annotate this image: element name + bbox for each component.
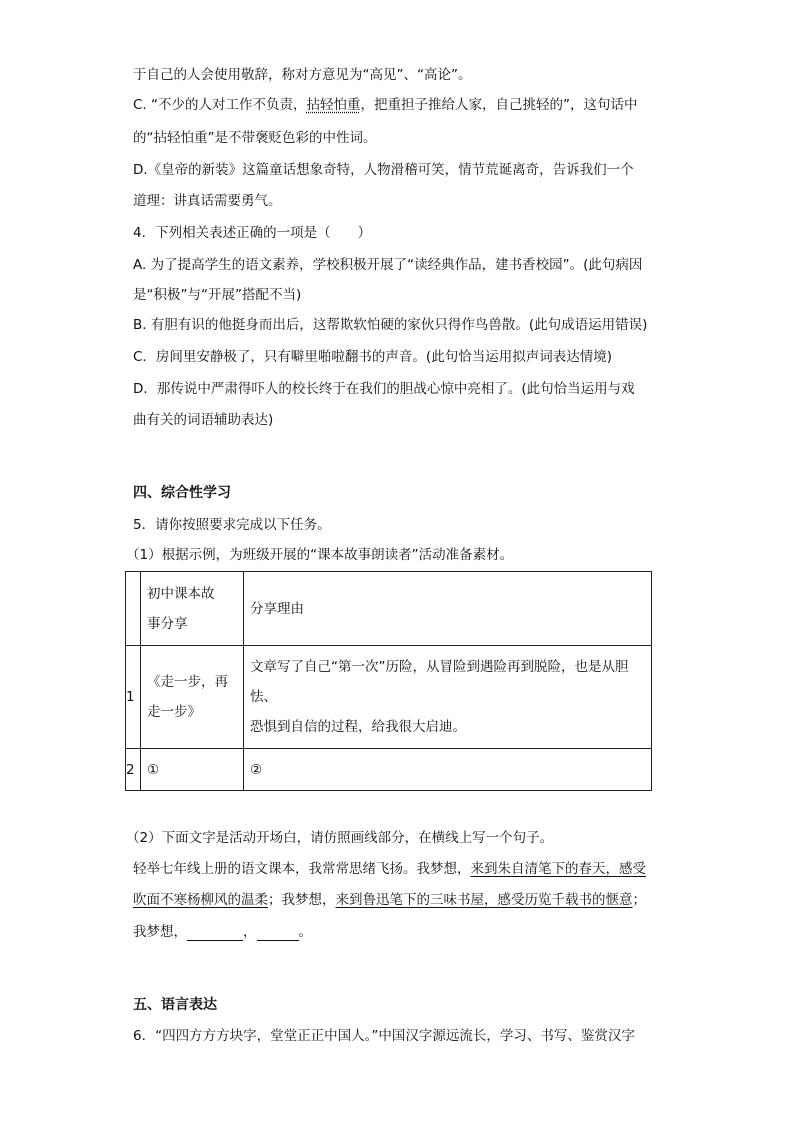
q5-stem: 5．请你按照要求完成以下任务。 xyxy=(133,517,331,533)
table-header-story xyxy=(141,572,244,646)
q4-option-a-line2: 是“积极”与“开展”搭配不当) xyxy=(133,287,302,303)
prompt-text: ； xyxy=(632,892,646,908)
q4-option-c: C．房间里安静极了，只有噼里啪啦翻书的声音。(此句恰当运用拟声词表达情境) xyxy=(133,349,612,365)
table-header-row xyxy=(126,572,652,646)
table-header-idx xyxy=(126,572,141,646)
row-reason-line1: 文章写了自己“第一次”历险，从冒险到遇险再到脱险，也是从胆怯、 xyxy=(250,659,629,705)
section4-heading: 四、综合性学习 xyxy=(133,485,231,501)
q3-c-pre: C. “不少的人对工作不负责， xyxy=(133,97,307,113)
q3-option-c-line2: 的“拈轻怕重”是不带褒贬色彩的中性词。 xyxy=(133,130,377,146)
q4-option-a: A. 为了提高学生的语文素养，学校积极开展了“读经典作品，建书香校园”。(此句病因 xyxy=(133,257,643,273)
prompt-line1 xyxy=(133,860,646,878)
q3-c-dotted-word: 拈轻怕重 xyxy=(306,97,361,113)
prompt-text: 轻举七年线上册的语文课本，我常常思绪飞扬。我梦想， xyxy=(133,861,471,877)
table-row xyxy=(126,646,652,749)
q4-option-b: B. 有胆有识的他挺身而出后，这帮欺软怕硬的家伙只得作鸟兽散。(此句成语运用错误) xyxy=(133,317,648,333)
section5-heading: 五、语言表达 xyxy=(133,997,217,1013)
prompt-text: 。 xyxy=(298,924,312,940)
q4-option-d-line2: 曲有关的词语辅助表达) xyxy=(133,412,274,428)
row-story-line2: 走一步》 xyxy=(147,704,201,720)
row-story xyxy=(141,646,244,749)
prompt-text: ， xyxy=(243,924,257,940)
prompt-text: ；我梦想， xyxy=(268,892,336,908)
q5-sub2: （2）下面文字是活动开场白，请仿照画线部分，在横线上写一个句子。 xyxy=(126,830,554,846)
row-reason-line2: 恐惧到自信的过程，给我很大启迪。 xyxy=(250,719,466,735)
underlined-example-1: 来到朱自清笔下的春天，感受 xyxy=(470,861,646,877)
table-row xyxy=(126,749,652,791)
table-header-reason: 分享理由 xyxy=(244,572,652,646)
prompt-text: 我梦想， xyxy=(133,924,187,940)
prompt-line3 xyxy=(133,923,312,941)
row-story-line1: 《走一步，再 xyxy=(147,674,228,690)
row-story-blank[interactable]: ① xyxy=(141,749,244,791)
header-story-line1: 初中课本故 xyxy=(147,585,215,602)
row-index: 1 xyxy=(126,646,141,749)
underlined-example-2: 来到鲁迅笔下的三味书屋，感受历览千载书的惬意 xyxy=(335,892,633,908)
q3-option-d-line2: 道理：讲真话需要勇气。 xyxy=(133,193,282,209)
prompt-line2 xyxy=(133,891,646,909)
row-reason-blank[interactable]: ② xyxy=(244,749,652,791)
underlined-example-1-cont: 吹面不寒杨柳风的温柔 xyxy=(133,892,268,908)
answer-blank-1[interactable] xyxy=(187,926,243,941)
q3-tail-line: 于自己的人会使用敬辞，称对方意见为“高见”、“高论”。 xyxy=(133,67,472,83)
q6-stem: 6．“四四方方方块字，堂堂正正中国人。”中国汉字源远流长，学习、书写、鉴赏汉字 xyxy=(133,1028,635,1044)
q5-sub1: （1）根据示例，为班级开展的“课本故事朗读者”活动准备素材。 xyxy=(126,547,514,563)
q3-c-post: ，把重担子推给人家，自己挑轻的”，这句话中 xyxy=(360,97,638,113)
row-index: 2 xyxy=(126,749,141,791)
q4-option-d: D．那传说中严肃得吓人的校长终于在我们的胆战心惊中亮相了。(此句恰当运用与戏 xyxy=(133,381,635,397)
q4-stem: 4．下列相关表述正确的一项是（ ） xyxy=(133,225,372,241)
story-table xyxy=(125,571,652,791)
q3-option-d: D.《皇帝的新装》这篇童话想象奇特，人物滑稽可笑，情节荒诞离奇，告诉我们一个 xyxy=(133,162,634,178)
header-story-line2: 事分享 xyxy=(147,615,188,632)
q3-option-c xyxy=(133,96,638,114)
row-reason xyxy=(244,646,652,749)
answer-blank-2[interactable] xyxy=(257,926,299,941)
